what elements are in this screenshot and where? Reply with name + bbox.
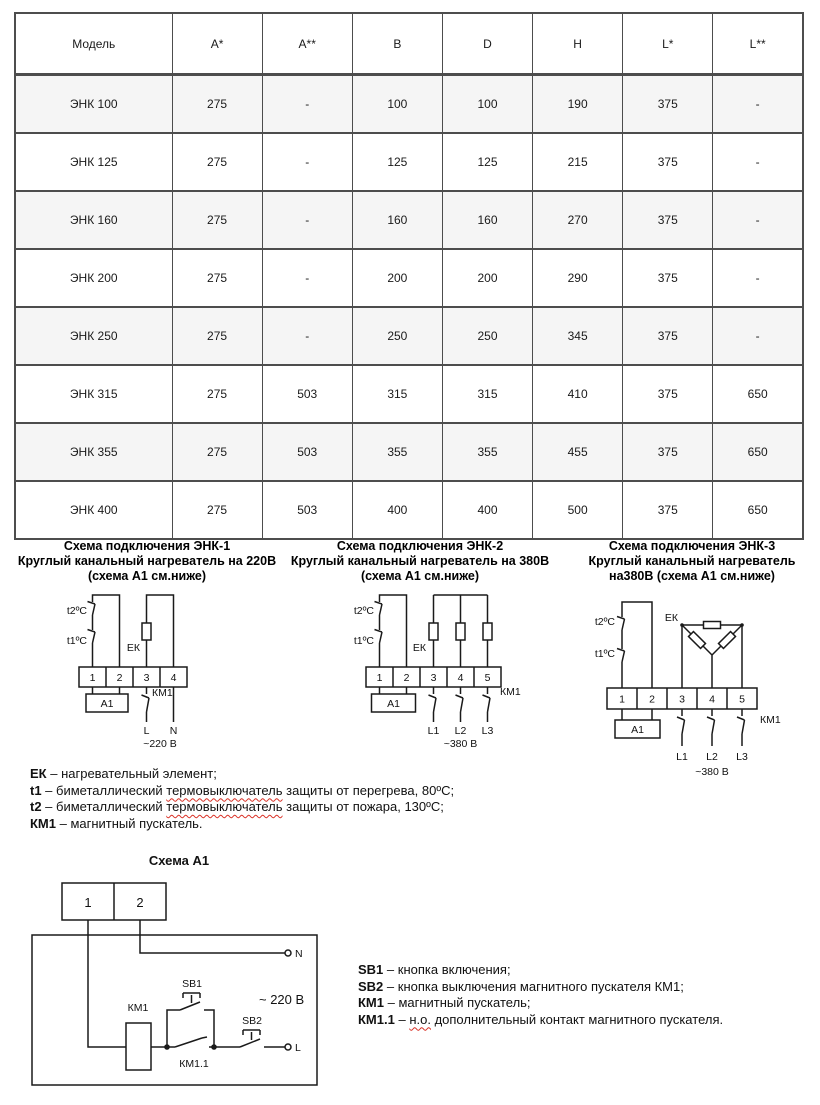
terminal-2: 2 [403, 672, 410, 684]
table-cell: 215 [533, 133, 623, 191]
table-cell: 190 [533, 75, 623, 134]
title-line: (схема А1 см.ниже) [360, 569, 480, 583]
table-header-cell: Модель [15, 13, 172, 75]
table-row [15, 133, 803, 191]
table-cell: 375 [623, 133, 713, 191]
km1-contact [142, 687, 150, 722]
table-cell: 100 [442, 75, 532, 134]
line-n-label: N [169, 725, 178, 737]
km1-contacts [677, 709, 745, 746]
terminal-3: 3 [430, 672, 437, 684]
km1-label: КМ1 [500, 686, 521, 698]
table-cell: 270 [533, 191, 623, 249]
terminal-1: 1 [89, 672, 96, 684]
sb1-label: SB1 [182, 978, 202, 990]
table-cell: - [713, 133, 803, 191]
heater-element [142, 623, 151, 640]
terminal-4: 4 [170, 672, 177, 684]
table-cell: ЭНК 160 [15, 191, 172, 249]
table-header-row [15, 13, 803, 75]
l-terminal [285, 1044, 291, 1050]
heater-element [704, 622, 721, 629]
diagram-enk3-title [559, 539, 820, 584]
line-l1-label: L1 [676, 751, 688, 763]
legend-item: КМ1 – магнитный пускатель; [358, 995, 531, 1010]
components-legend [30, 766, 454, 832]
n-terminal [285, 950, 291, 956]
table-cell: 375 [623, 307, 713, 365]
table-cell: 375 [623, 191, 713, 249]
terminal-5: 5 [739, 693, 745, 706]
km1-label: КМ1 [152, 687, 173, 699]
title-line: Круглый канальный нагреватель на 220В [17, 554, 277, 568]
terminal-2: 2 [649, 693, 655, 706]
thermal-switch-circuit [88, 595, 120, 667]
thermal-switch-circuit [617, 602, 652, 688]
table-cell: 455 [533, 423, 623, 481]
table-cell: ЭНК 200 [15, 249, 172, 307]
table-cell: 410 [533, 365, 623, 423]
junction-dot [740, 623, 744, 627]
legend-item: SB1 – кнопка включения; [358, 962, 511, 977]
terminal-4: 4 [709, 693, 715, 706]
table-cell: - [262, 75, 352, 134]
diagram-enk1-title [14, 539, 280, 584]
junction-dot [680, 623, 684, 627]
sb2-label: SB2 [242, 1015, 262, 1027]
table-row [15, 249, 803, 307]
table-cell: ЭНК 400 [15, 481, 172, 539]
km1-label: КМ1 [760, 714, 781, 726]
table-cell: - [713, 249, 803, 307]
terminal-1: 1 [376, 672, 383, 684]
table-cell: 200 [352, 249, 442, 307]
terminal-4: 4 [457, 672, 464, 684]
wiring-diagram-enk3 [578, 588, 820, 803]
table-cell: 375 [623, 481, 713, 539]
table-cell: ЭНК 315 [15, 365, 172, 423]
l-label: L [295, 1042, 301, 1054]
t1-label: t1ºС [66, 635, 87, 647]
t2-label: t2ºС [353, 605, 374, 617]
legend-item: SB2 – кнопка выключения магнитного пускателя КМ1; [358, 978, 684, 994]
t1-label: t1ºС [353, 635, 374, 647]
table-row [15, 423, 803, 481]
legend-item: t1 – биметаллический термовыключатель защиты от перегрева, 80ºС; [30, 782, 455, 798]
table-cell: 375 [623, 75, 713, 134]
title-line: Круглый канальный нагреватель на 380В [290, 554, 550, 568]
title-line: Круглый канальный нагреватель [588, 554, 796, 568]
line-l3-label: L3 [481, 725, 494, 737]
table-cell: 355 [352, 423, 442, 481]
table-row [15, 365, 803, 423]
table-cell: 275 [172, 481, 262, 539]
a1-label: А1 [387, 698, 400, 710]
terminal-2: 2 [116, 672, 123, 684]
table-cell: 503 [262, 481, 352, 539]
table-cell: - [713, 191, 803, 249]
thermal-switch-circuit [375, 595, 407, 667]
terminal-2: 2 [136, 895, 144, 910]
table-cell: 250 [352, 307, 442, 365]
voltage-label: ~ 220 В [259, 992, 305, 1007]
table-cell: ЭНК 125 [15, 133, 172, 191]
table-cell: 503 [262, 423, 352, 481]
table-cell: 375 [623, 423, 713, 481]
table-cell: - [262, 307, 352, 365]
t1-label: t1ºС [594, 648, 615, 660]
title-line: Схема подключения ЭНК-2 [336, 539, 504, 553]
a1-wires [622, 709, 652, 720]
a1-wires [380, 687, 407, 694]
heater-element [689, 632, 706, 649]
line-l-label: L [143, 725, 150, 737]
buttons-legend [358, 962, 723, 1028]
table-cell: ЭНК 250 [15, 307, 172, 365]
a1-label: А1 [100, 698, 114, 710]
schema-a1-title: Схема А1 [148, 853, 210, 868]
table-cell: 400 [352, 481, 442, 539]
table-cell: 650 [713, 365, 803, 423]
table-cell: ЭНК 355 [15, 423, 172, 481]
terminal-3: 3 [679, 693, 685, 706]
table-cell: 275 [172, 423, 262, 481]
heater-element [719, 632, 736, 649]
title-line: Схема подключения ЭНК-1 [63, 539, 231, 553]
table-cell: 375 [623, 365, 713, 423]
a1-label: А1 [631, 724, 644, 736]
table-header-cell: L* [623, 13, 713, 75]
table-row [15, 75, 803, 134]
diagram-enk2-title [287, 539, 553, 584]
table-cell: 503 [262, 365, 352, 423]
line-l2-label: L2 [454, 725, 467, 737]
table-cell: - [262, 133, 352, 191]
title-line: на380В (схема А1 см.ниже) [609, 569, 775, 583]
table-cell: ЭНК 100 [15, 75, 172, 134]
table-cell: 650 [713, 423, 803, 481]
table-cell: 160 [442, 191, 532, 249]
table-cell: 125 [352, 133, 442, 191]
terminal-1: 1 [84, 895, 92, 910]
table-cell: 315 [442, 365, 532, 423]
table-cell: 275 [172, 249, 262, 307]
table-header-cell: D [442, 13, 532, 75]
n-label: N [295, 948, 303, 960]
table-cell: 100 [352, 75, 442, 134]
ek-label: ЕК [412, 642, 426, 654]
table-cell: 375 [623, 249, 713, 307]
table-cell: 160 [352, 191, 442, 249]
title-line: Схема подключения ЭНК-3 [608, 539, 776, 553]
heater-element [456, 623, 465, 640]
line-l2-label: L2 [706, 751, 718, 763]
line-l1-label: L1 [427, 725, 440, 737]
table-header-cell: B [352, 13, 442, 75]
table-cell: 125 [442, 133, 532, 191]
table-header-cell: A** [262, 13, 352, 75]
legend-item: КМ1 – магнитный пускатель. [30, 815, 203, 831]
wiring-diagram-enk1 [30, 588, 265, 768]
heater-element [429, 623, 438, 640]
table-row [15, 307, 803, 365]
table-cell: - [262, 191, 352, 249]
ek-label: ЕК [664, 612, 678, 624]
terminal-3: 3 [143, 672, 150, 684]
t2-label: t2ºС [66, 605, 87, 617]
table-cell: 275 [172, 191, 262, 249]
table-cell: 315 [352, 365, 442, 423]
table-cell: 650 [713, 481, 803, 539]
dimensions-table [14, 12, 804, 540]
voltage-label: ~220 В [143, 738, 177, 750]
table-cell: 275 [172, 307, 262, 365]
table-cell: 345 [533, 307, 623, 365]
t2-label: t2ºС [594, 616, 615, 628]
table-body [15, 75, 803, 540]
km1-1-label: КМ1.1 [179, 1058, 209, 1070]
table-cell: - [713, 307, 803, 365]
title-line: (схема А1 см.ниже) [87, 569, 207, 583]
table-cell: - [713, 75, 803, 134]
table-header-cell: A* [172, 13, 262, 75]
table-header-cell: L** [713, 13, 803, 75]
table-cell: 500 [533, 481, 623, 539]
table-row [15, 191, 803, 249]
schema-a1-diagram [14, 848, 354, 1100]
table-cell: 275 [172, 75, 262, 134]
km1-coil [126, 1023, 151, 1070]
wiring-diagram-enk2 [330, 588, 570, 768]
heater-element [483, 623, 492, 640]
terminal-5: 5 [484, 672, 491, 684]
table-cell: - [262, 249, 352, 307]
table-cell: 355 [442, 423, 532, 481]
ek-label: ЕК [126, 642, 140, 654]
table-cell: 400 [442, 481, 532, 539]
line-l3-label: L3 [736, 751, 748, 763]
voltage-label: ~380 В [443, 738, 478, 750]
legend-item: t2 – биметаллический термовыключатель защиты от пожара, 130ºС; [30, 799, 444, 814]
table-cell: 200 [442, 249, 532, 307]
table-row [15, 481, 803, 539]
table-cell: 275 [172, 133, 262, 191]
table-cell: 250 [442, 307, 532, 365]
table-cell: 275 [172, 365, 262, 423]
table-header-cell: H [533, 13, 623, 75]
legend-item: ЕК – нагревательный элемент; [30, 766, 217, 781]
terminal-1: 1 [619, 693, 625, 706]
voltage-label: ~380 В [695, 766, 729, 778]
a1-wires [93, 687, 120, 694]
km1-contacts [429, 687, 491, 722]
legend-item: КМ1.1 – н.о. дополнительный контакт магнитного пускателя. [358, 1011, 724, 1027]
km1-label: КМ1 [127, 1002, 149, 1014]
table-cell: 290 [533, 249, 623, 307]
